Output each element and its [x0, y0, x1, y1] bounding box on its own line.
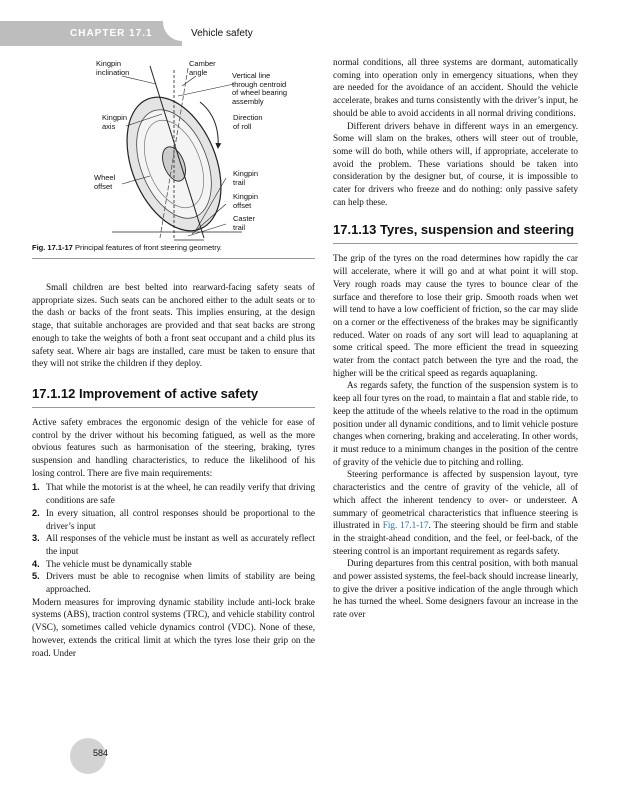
- right-column: [333, 56, 578, 621]
- paragraph-modern-measures: Modern measures for improving dynamic stability include anti-lock brake systems (ABS), traction control systems (TRC), and vehicle stability control (VSC), sometimes called vehicle dynamics control (VDC). None of these, however, extends the critical limit at which the tyres lose their grip on the road. Under: [32, 596, 315, 658]
- requirements-list: [32, 481, 315, 595]
- label-kingpin-trail: Kingpin trail: [233, 169, 259, 187]
- heading-active-safety: 17.1.12 Improvement of active safety: [32, 386, 315, 408]
- label-kingpin-axis: Kingpin axis: [102, 113, 128, 131]
- left-column: [32, 281, 315, 659]
- label-direction-of-roll: Direction of roll: [233, 113, 263, 131]
- label-wheel-offset: Wheel offset: [94, 173, 116, 191]
- heading-tyres-suspension: 17.1.13 Tyres, suspension and steering: [333, 222, 578, 244]
- paragraph-tyre-grip: The grip of the tyres on the road determines how rapidly the car will accelerate, where it will go and at what point it will stop. Very rough roads may cause the tyres to bounce clear of the surface and therefore to lose their grip. Smooth roads when wet will tend to have a low coefficient of friction, so the car may slide on a corner or the effectiveness of the brakes may be significantly reduced. Water on roads of any sort will lead to aquaplaning at some critical speed. The more efficient the tread in squeezing water from the contact patch between the tyre and the road, the higher will be the critical speed as regards aquaplaning.: [333, 253, 578, 378]
- paragraph-departures: During departures from this central position, with both manual and power assisted systems, the feel-back should increase linearly, to give the driver a positive indication of the angle through which he has turned the wheel. Some designers favour an increase in the rate over: [333, 558, 578, 620]
- paragraph-suspension: As regards safety, the function of the suspension system is to keep all four tyres on the road, to maintain a flat and stable ride, to keep the attitude of the wheels relative to the road in the optimum position under all dynamic conditions, and to limit vehicle posture changes when cornering, braking and accelerating. In other words, it must reduce to a minimum changes in the position of the centre of gravity of the vehicle due to pitching and rolling.: [333, 380, 578, 467]
- chapter-label: CHAPTER 17.1: [70, 28, 153, 39]
- label-kingpin-inclination: Kingpin inclination: [96, 59, 130, 77]
- paragraph-normal-conditions: normal conditions, all three systems are dormant, automatically coming into operation only in emergency situations, when they are needed for the avoidance of an accident. Should the vehicle accelerate, brakes and turns consistently with the driver’s input, he should be able to avoid accidents in all normal driving conditions.: [333, 57, 579, 118]
- caption-rule: [32, 258, 315, 259]
- paragraph-active-safety: Active safety embraces the ergonomic design of the vehicle for ease of control by the driver without his becoming fatigued, as well as the more obvious features such as harmonisation of the steering, braking, tyres suspension and handling characteristics, to reduce the likelihood of his losing control. There are five main requirements:: [32, 416, 315, 478]
- paragraph-children-seats: Small children are best belted into rearward-facing safety seats of appropriate sizes. Such seats can be anchored either to the adult seats or to the dash or backs of the front seats. This implies ensuring, at the design stage, that suitable anchorages are provided and that seat backs are strong enough to take the weights of both a front seat occupant and a child plus its safety seat. Where air bags are installed, care must be taken to ensure that they will not strike the children if they deploy.: [32, 282, 315, 369]
- label-kingpin-offset: Kingpin offset: [233, 192, 259, 210]
- list-item: 1. That while the motorist is at the wheel, he can readily verify that driving conditions are safe: [32, 482, 315, 506]
- running-section-title: Vehicle safety: [191, 28, 253, 39]
- caption-number: Fig. 17.1-17: [32, 243, 73, 252]
- paragraph-steering-performance: Steering performance is affected by suspension layout, tyre characteristics and the centre of gravity of the vehicle, all of which affect the inherent tendency to over- or understeer. A summary of geometrical characteristics that influence steering is illustrated in Fig. 17.1-17. The steering should be firm and stable in the straight-ahead condition, and the feel, or feel-back, of the steering control is an important requirement as regards safety.: [333, 469, 578, 556]
- list-item: 3. All responses of the vehicle must be instant as well as accurately reflect the input: [32, 533, 315, 556]
- page-number: 584: [93, 748, 109, 758]
- label-camber-angle: Camber angle: [189, 59, 216, 77]
- caption-text: Principal features of front steering geometry.: [74, 243, 222, 252]
- steering-geometry-figure: [92, 56, 302, 246]
- label-vertical-line: Vertical line through centroid of wheel bearing assembly: [232, 71, 288, 106]
- list-item: 5. Drivers must be able to recognise when limits of stability are being approached.: [32, 571, 315, 595]
- paragraph-different-drivers: Different drivers behave in different ways in an emergency. Some will slam on the brakes, others will steer out of trouble, some will do both, while others will, if appropriate, accelerate to avoid the problem. These variations should be taken into consideration by the designer but, of course, it is impossible to cater for drivers who freeze and do nothing: only passive safety can help these.: [333, 120, 578, 207]
- list-item: 2. In every situation, all control responses should be proportional to the driver’s input: [32, 507, 315, 531]
- figure-caption: [32, 243, 222, 252]
- label-caster-trail: Caster trail: [233, 214, 256, 232]
- list-item: 4. The vehicle must be dynamically stable: [32, 558, 192, 569]
- figure-reference-link[interactable]: Fig. 17.1-17: [382, 520, 429, 531]
